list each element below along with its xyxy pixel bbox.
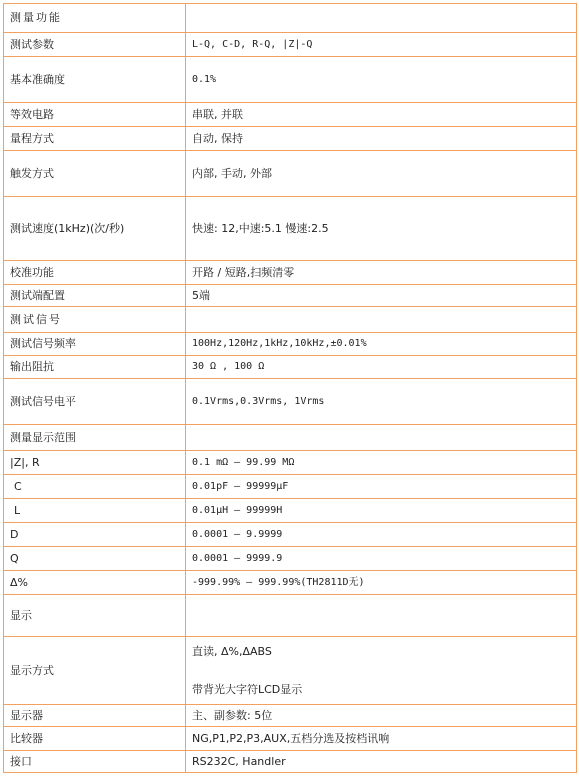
row-value: 0.1%	[186, 57, 577, 103]
row-value: L-Q, C-D, R-Q, |Z|-Q	[186, 33, 577, 57]
row-label: 显示器	[4, 705, 186, 727]
row-value: 开路 / 短路,扫频清零	[186, 261, 577, 285]
row-label: 基本准确度	[4, 57, 186, 103]
table-row	[4, 285, 577, 307]
table-row	[4, 4, 577, 33]
row-value: 0.0001 — 9999.9	[186, 547, 577, 571]
table-row	[4, 333, 577, 356]
table-row	[4, 307, 577, 333]
table-row	[4, 523, 577, 547]
table-row	[4, 595, 577, 637]
table-row	[4, 57, 577, 103]
table-row	[4, 197, 577, 261]
row-label: |Z|, R	[4, 451, 186, 475]
row-label: 量程方式	[4, 127, 186, 151]
table-row	[4, 33, 577, 57]
row-label: L	[4, 499, 186, 523]
row-label: C	[4, 475, 186, 499]
row-label: 输出阻抗	[4, 356, 186, 379]
specification-table	[3, 3, 577, 773]
row-label: 测试信号电平	[4, 379, 186, 425]
row-label: D	[4, 523, 186, 547]
row-label: 接口	[4, 751, 186, 773]
row-value	[186, 4, 577, 33]
row-value: 0.1Vrms,0.3Vrms, 1Vrms	[186, 379, 577, 425]
table-row	[4, 451, 577, 475]
table-row	[4, 727, 577, 751]
table-row	[4, 379, 577, 425]
row-value: 0.01pF — 99999μF	[186, 475, 577, 499]
table-row	[4, 751, 577, 773]
row-label: 测试信号	[4, 307, 186, 333]
table-row	[4, 356, 577, 379]
row-label: 测量显示范围	[4, 425, 186, 451]
row-label: 测试速度(1kHz)(次/秒)	[4, 197, 186, 261]
row-value	[186, 307, 577, 333]
row-value	[186, 595, 577, 637]
row-value-line: 直读, Δ%,ΔABS	[192, 644, 272, 658]
table-row	[4, 499, 577, 523]
table-row	[4, 547, 577, 571]
row-value	[186, 425, 577, 451]
row-value: 串联, 并联	[186, 103, 577, 127]
row-value-line: 带背光大字符LCD显示	[192, 682, 303, 696]
table-row	[4, 705, 577, 727]
row-value: NG,P1,P2,P3,AUX,五档分选及按档讯响	[186, 727, 577, 751]
row-label: 校准功能	[4, 261, 186, 285]
table-row	[4, 571, 577, 595]
row-value: 快速: 12,中速:5.1 慢速:2.5	[186, 197, 577, 261]
row-value: RS232C, Handler	[186, 751, 577, 773]
row-value: 0.1 mΩ — 99.99 MΩ	[186, 451, 577, 475]
table-row	[4, 475, 577, 499]
row-label: 测试端配置	[4, 285, 186, 307]
table-row	[4, 127, 577, 151]
table-row	[4, 151, 577, 197]
row-value	[186, 637, 577, 705]
row-label: 测试信号频率	[4, 333, 186, 356]
table-row	[4, 425, 577, 451]
row-value: 30 Ω , 100 Ω	[186, 356, 577, 379]
row-label: Q	[4, 547, 186, 571]
row-label: 等效电路	[4, 103, 186, 127]
row-value: 主、副参数: 5位	[186, 705, 577, 727]
row-label: Δ%	[4, 571, 186, 595]
row-label: 比较器	[4, 727, 186, 751]
table-row	[4, 261, 577, 285]
row-label: 触发方式	[4, 151, 186, 197]
table-row	[4, 103, 577, 127]
row-label: 测量功能	[4, 4, 186, 33]
row-value: -999.99% — 999.99%(TH2811D无)	[186, 571, 577, 595]
row-value: 100Hz,120Hz,1kHz,10kHz,±0.01%	[186, 333, 577, 356]
table-row	[4, 637, 577, 705]
row-value: 5端	[186, 285, 577, 307]
row-value: 内部, 手动, 外部	[186, 151, 577, 197]
row-label: 测试参数	[4, 33, 186, 57]
row-value: 0.0001 — 9.9999	[186, 523, 577, 547]
spacer	[192, 659, 570, 683]
row-label: 显示方式	[4, 637, 186, 705]
row-value: 自动, 保持	[186, 127, 577, 151]
row-label: 显示	[4, 595, 186, 637]
row-value: 0.01μH — 99999H	[186, 499, 577, 523]
